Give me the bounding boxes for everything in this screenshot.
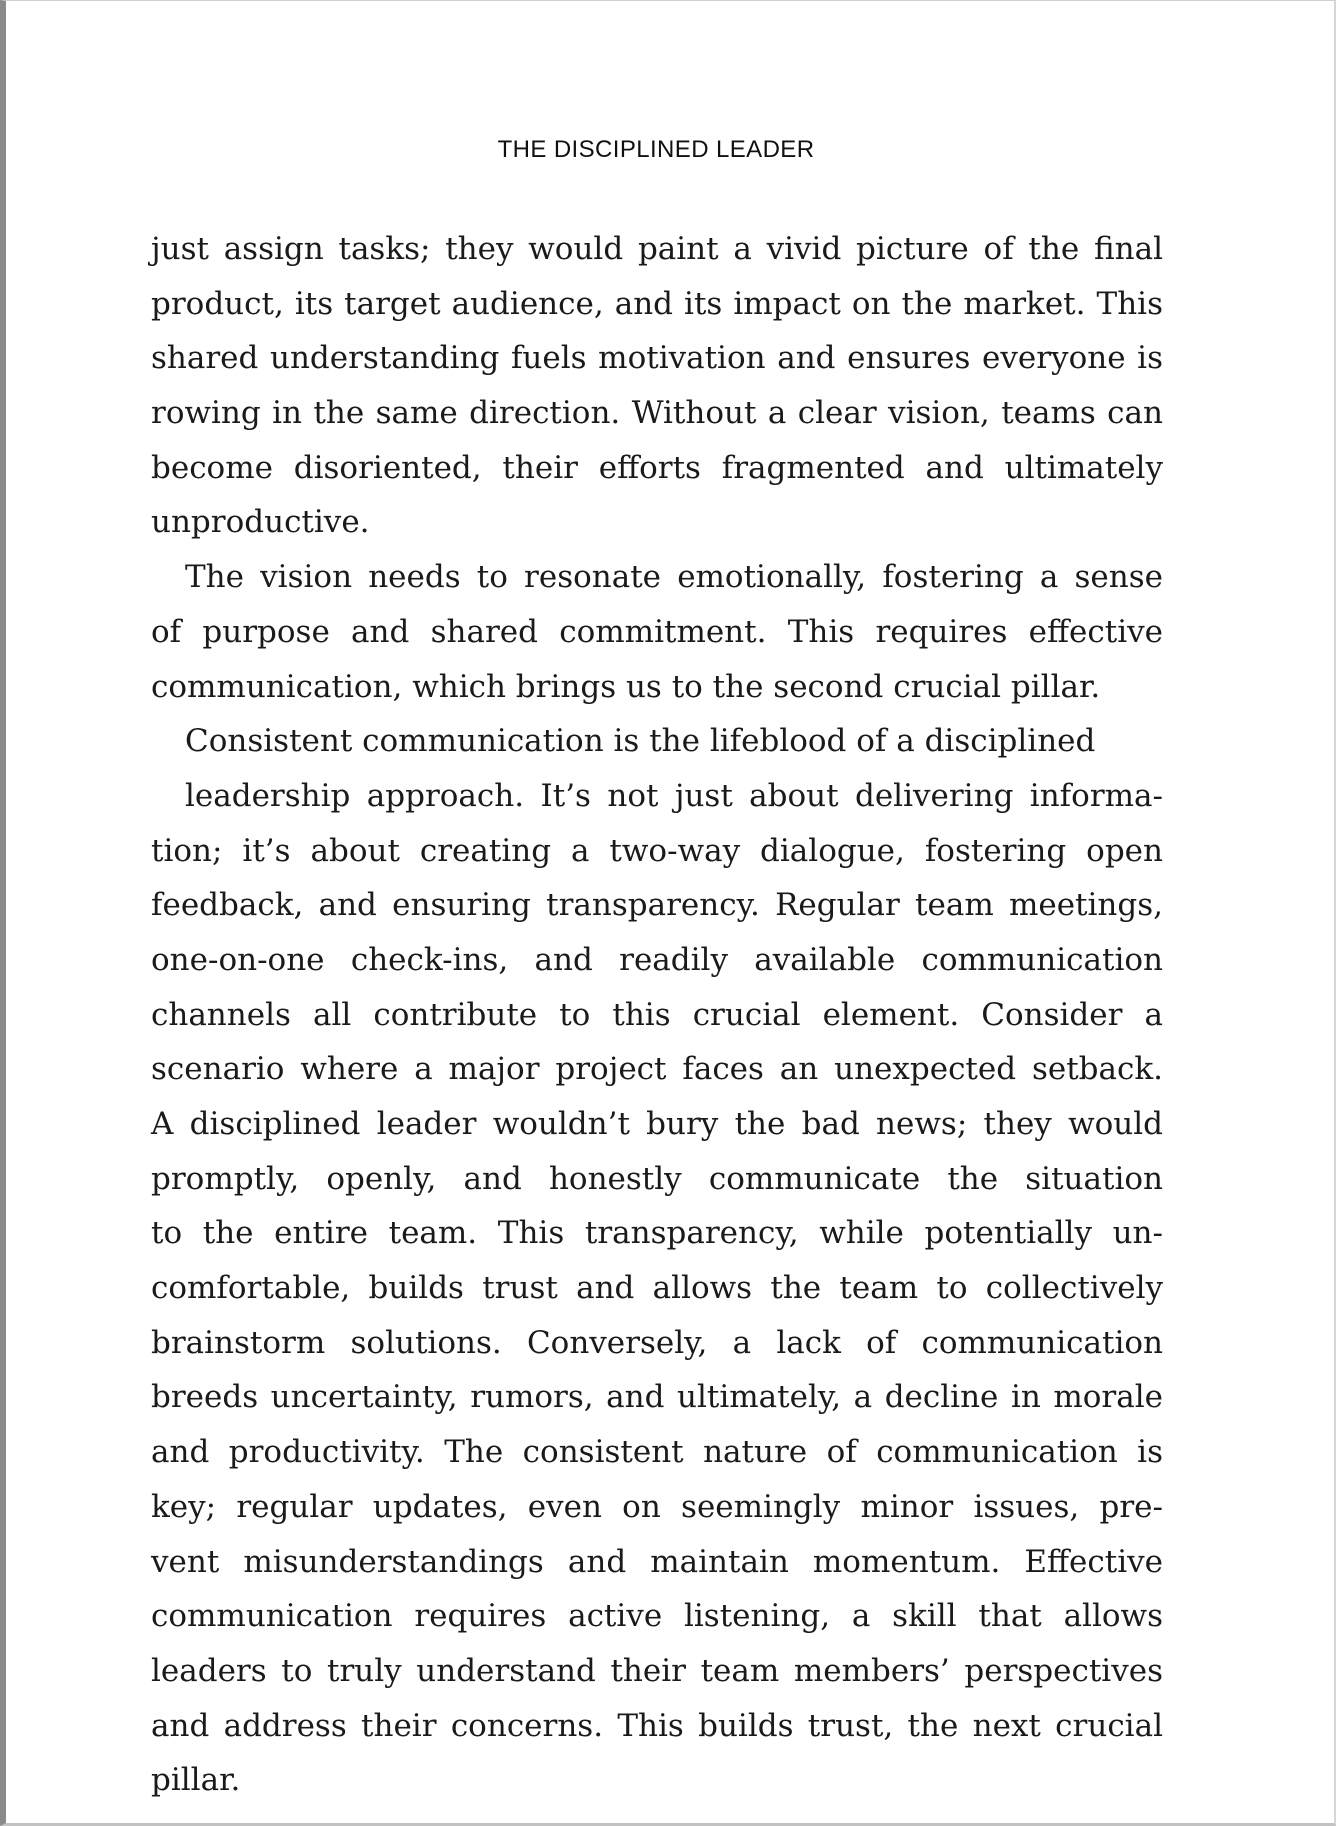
text-line: one-on-one check-ins, and readily available communication <box>151 941 1163 978</box>
text-line: key; regular updates, even on seemingly minor issues, pre- <box>151 1488 1163 1525</box>
text-line: comfortable, builds trust and allows the team to collectively <box>151 1270 1163 1307</box>
text-line: brainstorm solutions. Conversely, a lack of communication <box>151 1324 1163 1361</box>
text-line: Consistent communication is the lifeblood of a disciplined <box>185 723 1096 760</box>
text-line: pillar. <box>151 1762 241 1799</box>
text-line: and productivity. The consistent nature of communication is <box>151 1434 1163 1471</box>
text-line: tion; it’s about creating a two-way dialogue, fostering open <box>151 832 1163 869</box>
text-line: leaders to truly understand their team members’ perspectives <box>151 1652 1163 1689</box>
text-line: rowing in the same direction. Without a clear vision, teams can <box>151 395 1163 432</box>
text-line: shared understanding fuels motivation and ensures everyone is <box>151 340 1163 377</box>
text-line: leadership approach. It’s not just about delivering informa- <box>185 777 1163 814</box>
text-line: A disciplined leader wouldn’t bury the bad news; they would <box>151 1106 1163 1142</box>
text-line: breeds uncertainty, rumors, and ultimately, a decline in morale <box>151 1379 1163 1416</box>
text-line: scenario where a major project faces an unexpected setback. <box>151 1051 1163 1088</box>
text-line: promptly, openly, and honestly communicate the situation <box>151 1160 1163 1197</box>
text-line: product, its target audience, and its impact on the market. This <box>151 285 1163 322</box>
text-line: feedback, and ensuring transparency. Regular team meetings, <box>151 887 1163 924</box>
text-line: become disoriented, their efforts fragmented and ultimately <box>151 449 1163 486</box>
text-line: communication requires active listening, a skill that allows <box>151 1598 1163 1635</box>
text-line: channels all contribute to this crucial element. Consider a <box>151 996 1163 1033</box>
text-line: The vision needs to resonate emotionally, fostering a sense <box>185 559 1163 596</box>
text-line: communication, which brings us to the second crucial pillar. <box>151 668 1101 705</box>
text-line: to the entire team. This transparency, while potentially un- <box>151 1215 1163 1252</box>
text-line: of purpose and shared commitment. This requires effective <box>151 613 1163 650</box>
body-text <box>151 222 1163 1808</box>
text-line: unproductive. <box>151 504 370 541</box>
text-line: just assign tasks; they would paint a vivid picture of the final <box>151 231 1163 267</box>
running-header: THE DISCIPLINED LEADER <box>497 136 815 163</box>
text-line: vent misunderstandings and maintain momentum. Effective <box>151 1543 1163 1580</box>
text-line: and address their concerns. This builds trust, the next crucial <box>151 1707 1163 1744</box>
